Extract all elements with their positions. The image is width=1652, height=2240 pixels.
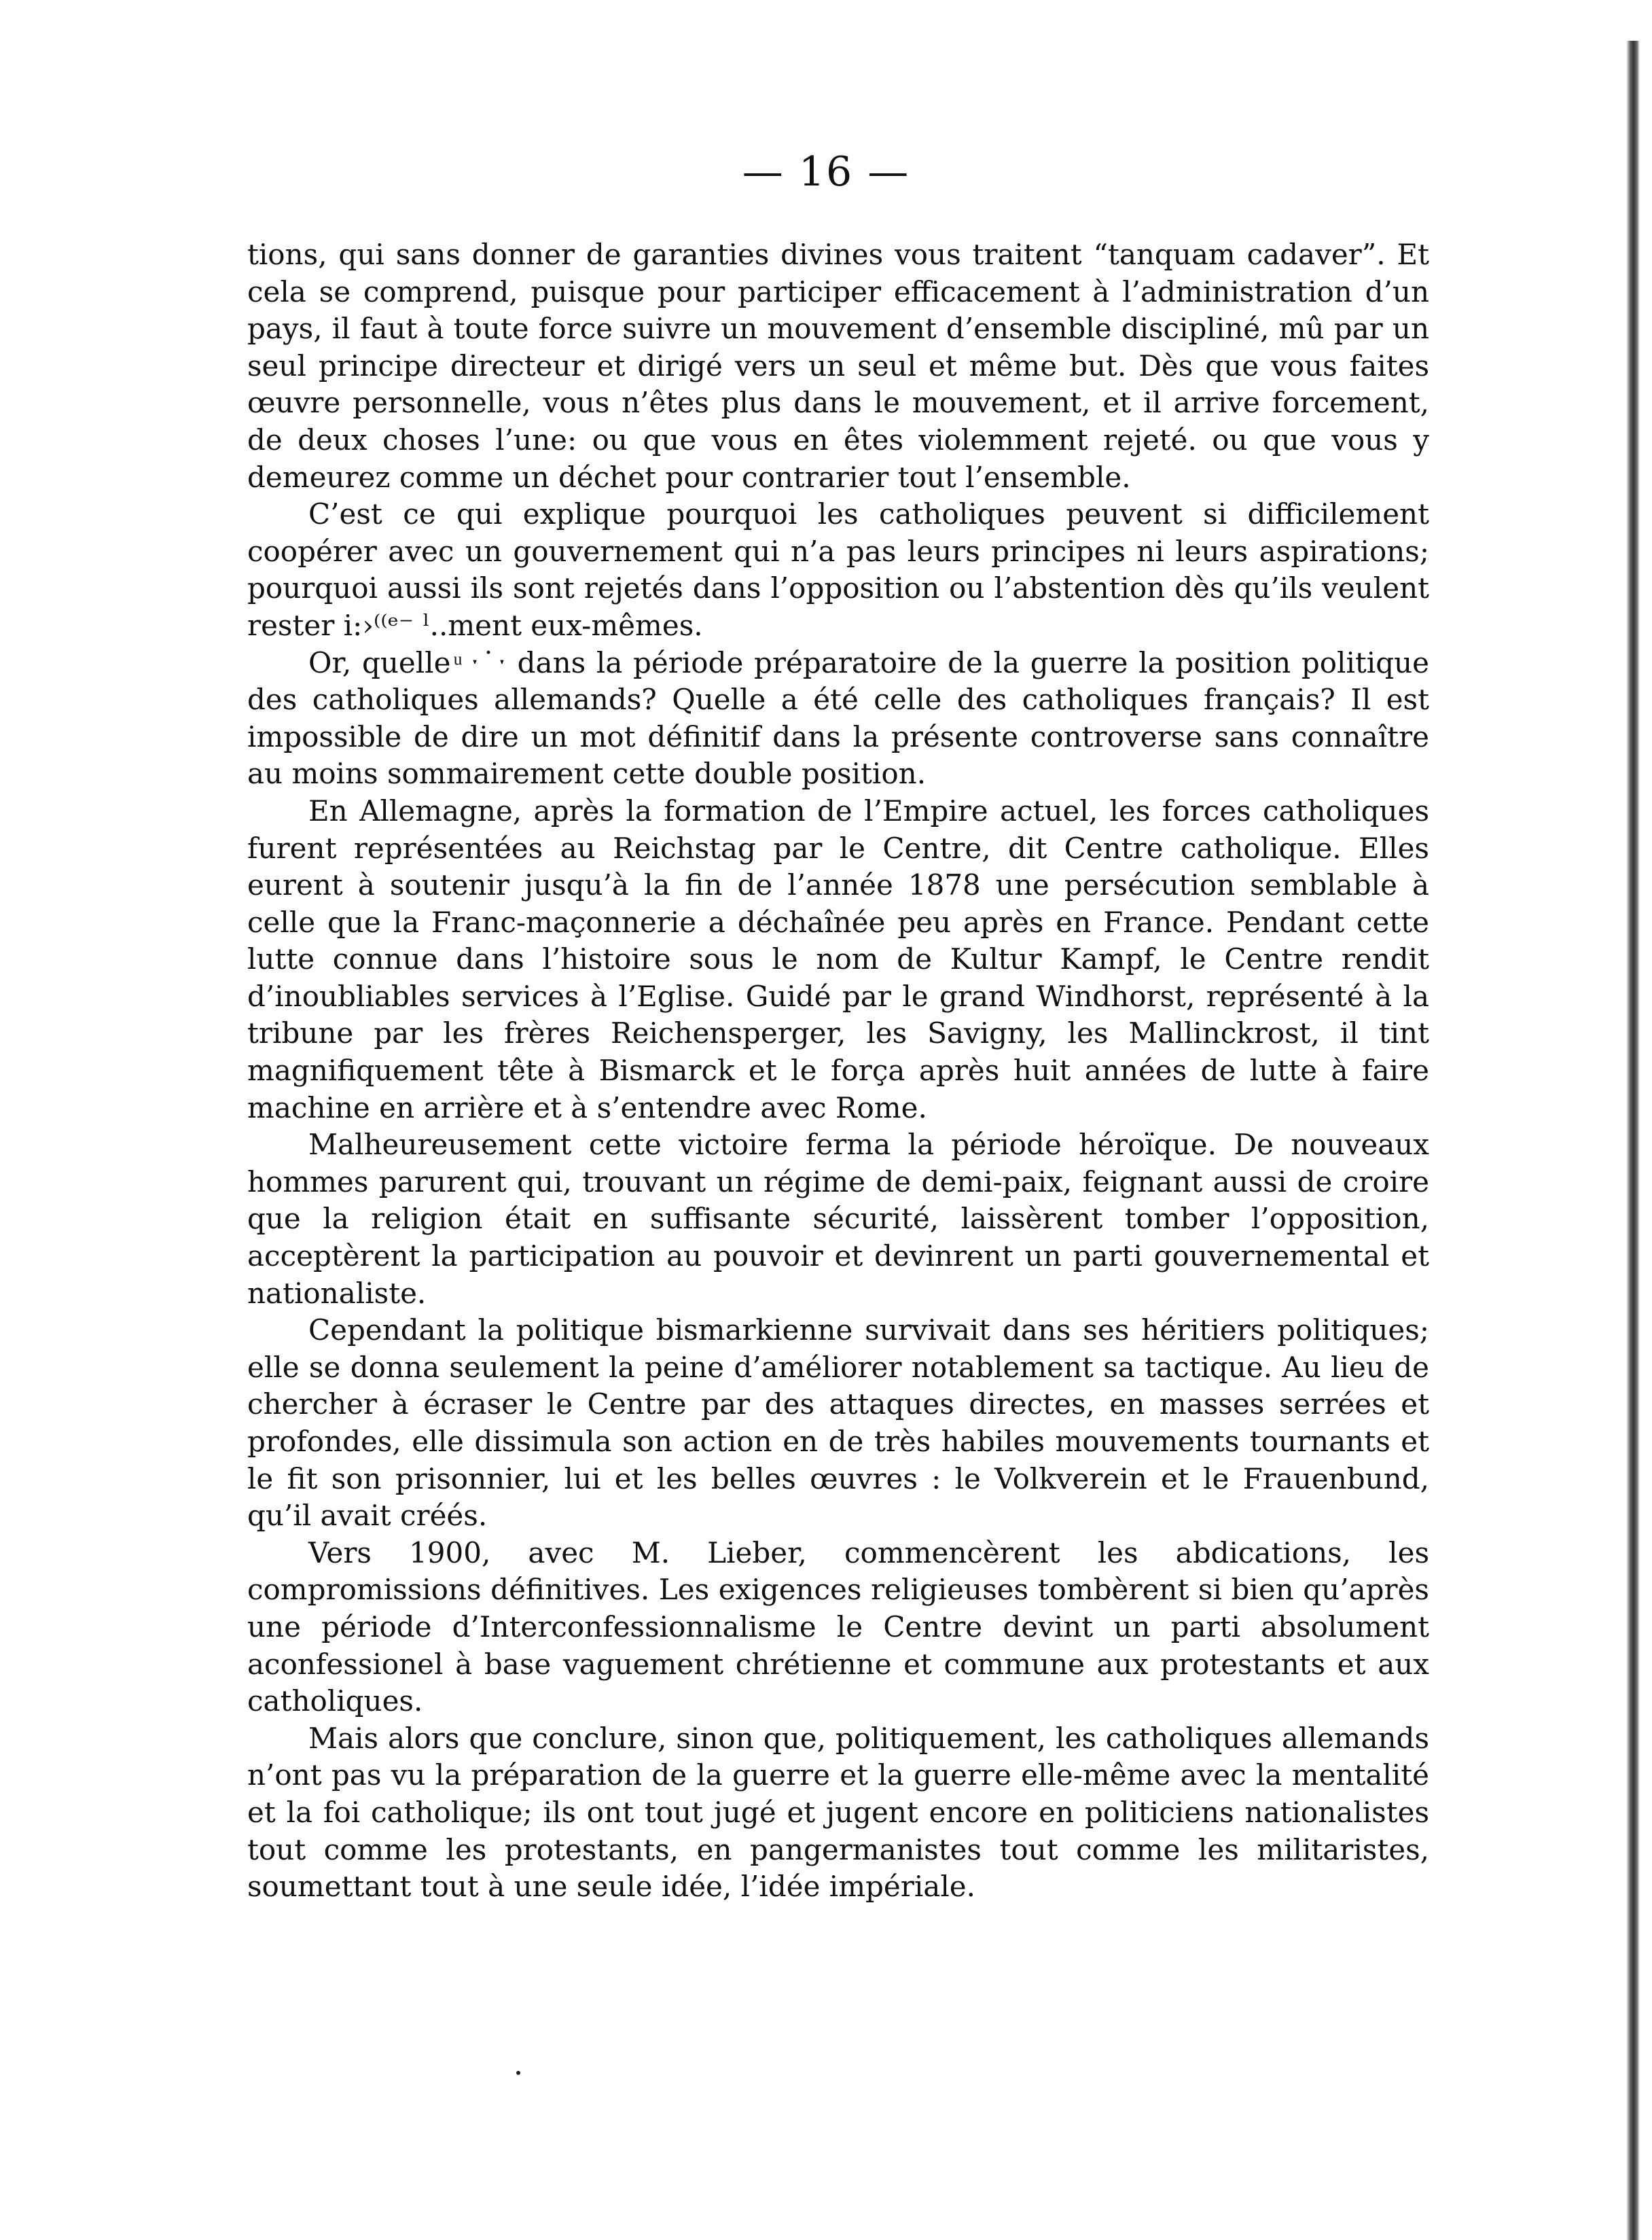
- paragraph-8: Mais alors que conclure, sinon que, politiquement, les catholiques allemands n’ont pas vu la préparation de la guerre et la guerre elle-même avec la mentalité et la foi catholique; ils ont tout jugé et jugent encore en politiciens nationalistes tout comme les protestants, en pangermanistes tout comme les militaristes, soumettant tout à une seule idée, l’idée impériale.: [247, 1721, 1429, 1904]
- paragraph-3: Or, quelle ͧ ˑ˙ˑ dans la période préparatoire de la guerre la position politique des catholiques allemands? Quelle a été celle des catholiques français? Il est impossible de dire un mot définitif dans la présente controverse sans connaître au moins sommairement cette double position.: [247, 645, 1429, 791]
- paragraph-6: Cependant la politique bismarkienne survivait dans ses héritiers politiques; elle se donna seulement la peine d’améliorer notablement sa tactique. Au lieu de chercher à écraser le Centre par des attaques directes, en masses serrées et profondes, elle dissimula son action en de très habiles mouvements tournants et le fit son prisonnier, lui et les belles œuvres : le Volkverein et le Frauenbund, qu’il avait créés.: [247, 1313, 1429, 1533]
- paragraph-2: C’est ce qui explique pourquoi les catholiques peuvent si difficilement coopérer avec un gouvernement qui n’a pas leurs principes ni leurs aspirations; pourquoi aussi ils sont rejetés dans l’opposition ou l’abstention dès qu’ils veulent rester i:›⁽⁽ᵉ⁻ ˡ..ment eux-mêmes.: [247, 497, 1429, 642]
- page-number: — 16 —: [742, 148, 910, 196]
- paragraph-4: En Allemagne, après la formation de l’Empire actuel, les forces catholiques furent représentées au Reichstag par le Centre, dit Centre catholique. Elles eurent à soutenir jusqu’à la fin de l’année 1878 une persécution semblable à celle que la Franc-maçonnerie a déchaînée peu après en France. Pendant cette lutte connue dans l’histoire sous le nom de Kultur Kampf, le Centre rendit d’inoubliables services à l’Eglise. Guidé par le grand Windhorst, représenté à la tribune par les frères Reichensperger, les Savigny, les Mallinckrost, il tint magnifiquement tête à Bismarck et le força après huit années de lutte à faire machine en arrière et à s’entendre avec Rome.: [247, 794, 1429, 1124]
- paragraph-1: tions, qui sans donner de garanties divines vous traitent “tanquam cadaver”. Et cela se comprend, puisque pour participer efficacement à l’administration d’un pays, il faut à toute force suivre un mouvement d’ensemble discipliné, mû par un seul principe directeur et dirigé vers un seul et même but. Dès que vous faites œuvre personnelle, vous n’êtes plus dans le mouvement, et il arrive forcement, de deux choses l’une: ou que vous en êtes violemment rejeté. ou que vous y demeurez comme un déchet pour contrarier tout l’ensemble.: [247, 238, 1429, 494]
- paragraph-5: Malheureusement cette victoire ferma la période héroïque. De nouveaux hommes parurent qui, trouvant un régime de demi-paix, feignant aussi de croire que la religion était en suffisante sécurité, laissèrent tomber l’opposition, acceptèrent la participation au pouvoir et devinrent un parti gouvernemental et nationaliste.: [247, 1128, 1429, 1310]
- body-text: [247, 236, 1429, 1906]
- paragraph-7: Vers 1900, avec M. Lieber, commencèrent les abdications, les compromissions définitives. Les exigences religieuses tombèrent si bien qu’après une période d’Interconfessionnalisme le Centre devint un parti absolument aconfessionel à base vaguement chrétienne et commune aux protestants et aux catholiques.: [247, 1535, 1429, 1718]
- scan-edge-shadow: [1626, 41, 1640, 2240]
- scan-speck: [516, 2071, 520, 2075]
